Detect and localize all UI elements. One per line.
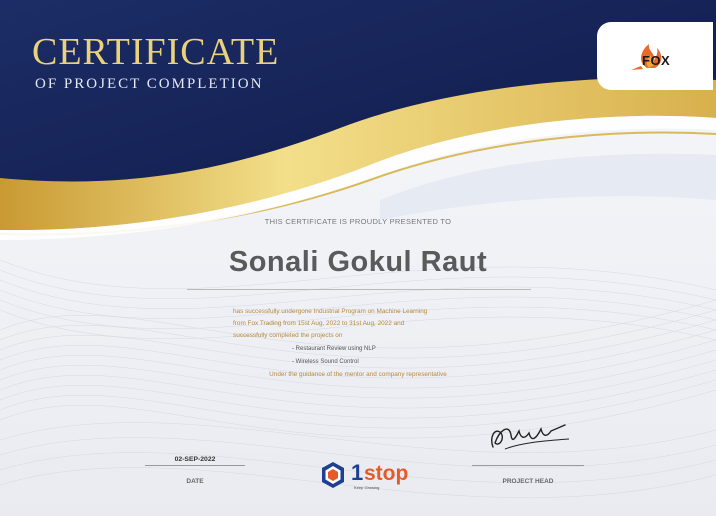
certificate-subtitle: OF PROJECT COMPLETION (35, 76, 264, 92)
project-head-label: PROJECT HEAD (502, 478, 554, 485)
body-line: from Fox Trading from 15st Aug, 2022 to 31st Aug, 2022 and (233, 320, 405, 327)
istop-tagline: Keep Growing (354, 485, 380, 490)
istop-logo-number: 1 (351, 460, 364, 485)
istop-logo-word: stop (364, 462, 409, 485)
fox-logo-text: FOX (642, 53, 671, 68)
body-line: successfully completed the projects on (233, 332, 343, 339)
guidance-text: Under the guidance of the mentor and company representative (269, 371, 447, 378)
project-item: - Wireless Sound Control (292, 359, 359, 365)
certificate-title: CERTIFICATE (32, 31, 280, 73)
project-head-signature (485, 413, 573, 457)
body-line: has successfully undergone Industrial Program on Machine Learning (233, 308, 428, 315)
date-label: DATE (186, 478, 204, 485)
date-value: 02-SEP-2022 (174, 456, 216, 463)
presented-to-text: THIS CERTIFICATE IS PROUDLY PRESENTED TO (264, 217, 452, 226)
project-head-line (472, 465, 584, 466)
date-line (145, 465, 245, 466)
istop-hexagon-icon (320, 461, 346, 489)
name-underline (187, 289, 531, 290)
fox-logo (597, 22, 713, 90)
project-item: - Restaurant Review using NLP (292, 346, 376, 352)
recipient-name: Sonali Gokul Raut (228, 246, 488, 278)
